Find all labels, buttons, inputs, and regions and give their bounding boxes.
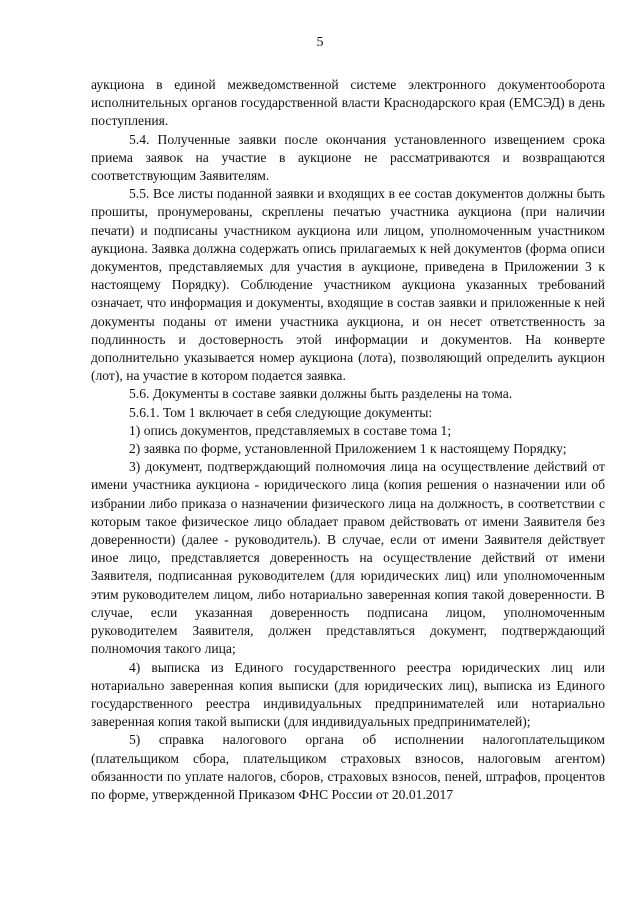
list-item-1: 1) опись документов, представляемых в составе тома 1; <box>129 422 452 438</box>
paragraph-5-5: 5.5. Все листы поданной заявки и входящих в ее состав документов должны быть прошиты, пронумерованы, скреплены печатью участника аукциона (при наличии печати) и подписаны участником аукциона или лицом, уполномоченным участником аукциона. Заявка должна содержать опись прилагаемых к ней документов (форма описи документов, представляемых для участия в аукционе, приведена в Приложении 3 к настоящему Порядку). Соблюдение участником аукциона указанных требований означает, что информация и документы, входящие в состав заявки и приложенные к ней документы поданы от имени участника аукциона, и он несет ответственность за подлинность и достоверность этой информации и документов. На конверте дополнительно указывается номер аукциона (лота), позволяющий определить аукцион (лот), на участие в котором подается заявка. <box>91 186 605 384</box>
list-item-4: 4) выписка из Единого государственного реестра юридических лиц или нотариально заверенная копия выписки (для юридических лиц), выписка из Единого государственного реестра индивидуальных предпринимателей или нотариально заверенная копия такой выписки (для индивидуальных предпринимателей); <box>91 659 605 730</box>
list-item-5: 5) справка налогового органа об исполнении налогоплательщиком (плательщиком сбора, плательщиком страховых взносов, налоговым агентом) обязанности по уплате налогов, сборов, страховых взносов, пеней, штрафов, процентов по форме, утвержденной Приказом ФНС России от 20.01.2017 <box>91 732 605 802</box>
list-item-2: 2) заявка по форме, установленной Приложением 1 к настоящему Порядку; <box>129 441 567 457</box>
paragraph-5-6: 5.6. Документы в составе заявки должны быть разделены на тома. <box>129 386 513 402</box>
list-item-3: 3) документ, подтверждающий полномочия лица на осуществление действий от имени участника аукциона - юридического лица (копия решения о назначении или об избрании либо приказа о назначении физического лица на должность, в соответствии с которым такое физическое лицо обладает правом действовать от имени Заявителя без доверенности) (далее - руководитель). В случае, если от имени Заявителя действует иное лицо, представляется доверенность на осуществление действий от имени Заявителя, подписанная руководителем (для юридических лиц) или уполномоченным этим руководителем лицом, либо нотариально заверенная копия такой доверенности. В случае, если указанная доверенность подписана лицом, уполномоченным руководителем Заявителя, должен представляться документ, подтверждающий полномочия такого лица; <box>91 459 605 657</box>
page-number: 5 <box>316 35 324 50</box>
paragraph-continuation: аукциона в единой межведомственной системе электронного документооборота исполнительных органов государственной власти Краснодарского края (ЕМСЭД) в день поступления. <box>91 77 605 129</box>
paragraph-5-4: 5.4. Полученные заявки после окончания установленного извещением срока приема заявок на участие в аукционе не рассматриваются и возвращаются соответствующим Заявителям. <box>91 131 605 184</box>
document-body <box>91 76 605 804</box>
paragraph-5-6-1: 5.6.1. Том 1 включает в себя следующие документы: <box>129 404 433 420</box>
